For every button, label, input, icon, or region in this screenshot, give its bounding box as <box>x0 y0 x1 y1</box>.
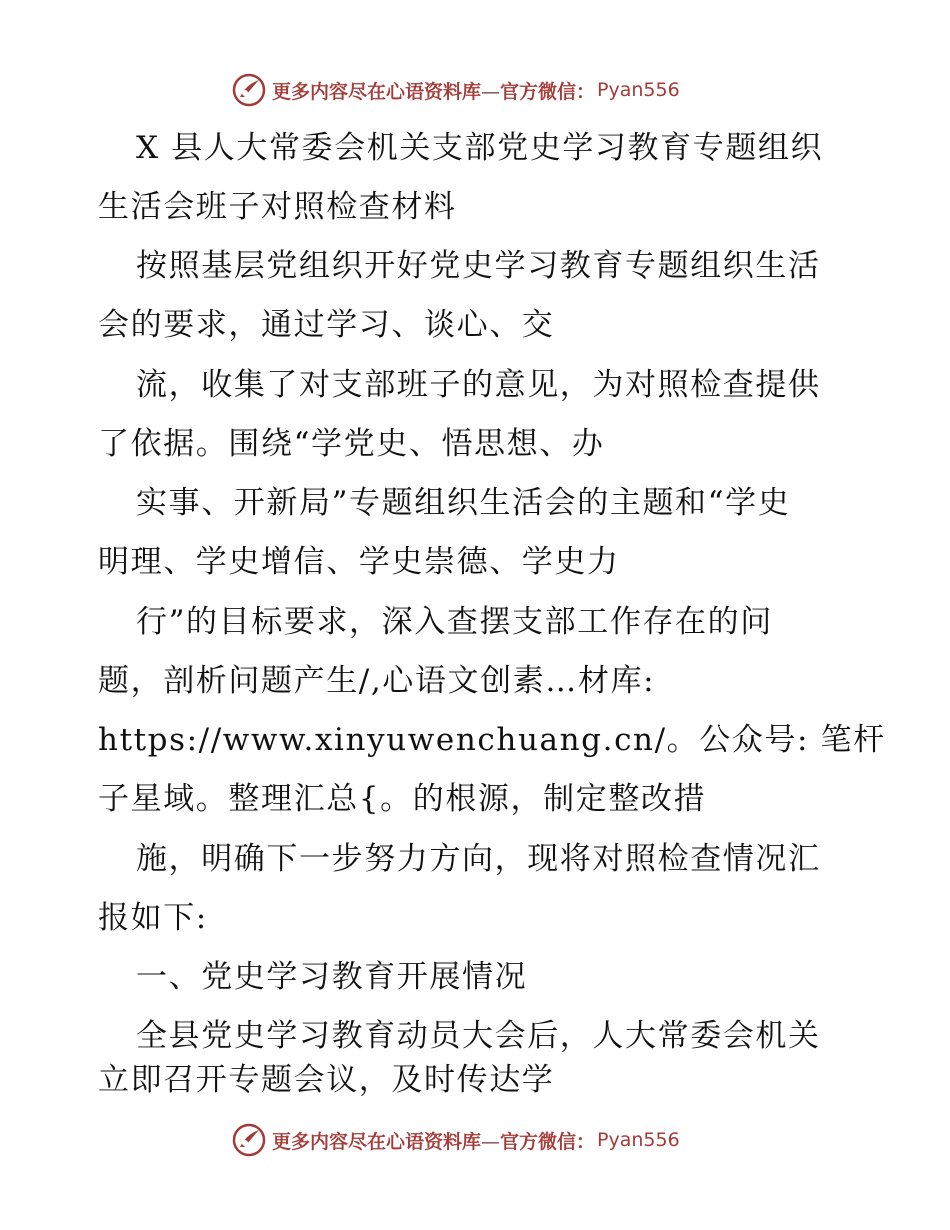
title-line-1: X 县人大常委会机关支部党史学习教育专题组织 <box>136 130 824 166</box>
watermark-text: 更多内容尽在心语资料库—官方微信： <box>272 1130 596 1153</box>
paragraph-line: 行”的目标要求，深入查摆支部工作存在的问 <box>136 604 773 640</box>
paragraph-line: 题，剖析问题产生/,心语文创素…材库: <box>98 663 656 699</box>
paragraph-line: 实事、开新局”专题组织生活会的主题和“学史 <box>136 485 791 521</box>
section-heading: 一、党史学习教育开展情况 <box>136 959 528 995</box>
paragraph-line-url: https://www.xinyuwenchuang.cn/。公众号: 笔杆 <box>98 722 886 758</box>
paragraph-line: 子星域。整理汇总{。的根源，制定整改措 <box>98 781 707 817</box>
paragraph-line: 按照基层党组织开好党史学习教育专题组织生活 <box>136 248 821 284</box>
title-line-2: 生活会班子对照检查材料 <box>98 189 457 225</box>
paragraph-line: 施，明确下一步努力方向，现将对照检查情况汇 <box>136 841 821 877</box>
paragraph-line: 报如下: <box>98 900 208 936</box>
paragraph-line: 明理、学史增信、学史崇德、学史力 <box>98 544 620 580</box>
watermark-id: Pyan556 <box>597 79 680 101</box>
paragraph-line: 流，收集了对支部班子的意见，为对照检查提供 <box>136 367 821 403</box>
watermark-id: Pyan556 <box>597 1129 680 1151</box>
watermark-footer <box>232 1122 680 1158</box>
paragraph-line: 了依据。围绕“学党史、悟思想、办 <box>98 426 605 462</box>
quill-logo-icon <box>232 1123 266 1157</box>
paragraph-line: 会的要求，通过学习、谈心、交 <box>98 307 555 343</box>
paragraph-line: 立即召开专题会议，及时传达学 <box>98 1062 555 1098</box>
paragraph-line: 全县党史学习教育动员大会后，人大常委会机关 <box>136 1018 821 1054</box>
watermark-text: 更多内容尽在心语资料库—官方微信： <box>272 80 596 103</box>
